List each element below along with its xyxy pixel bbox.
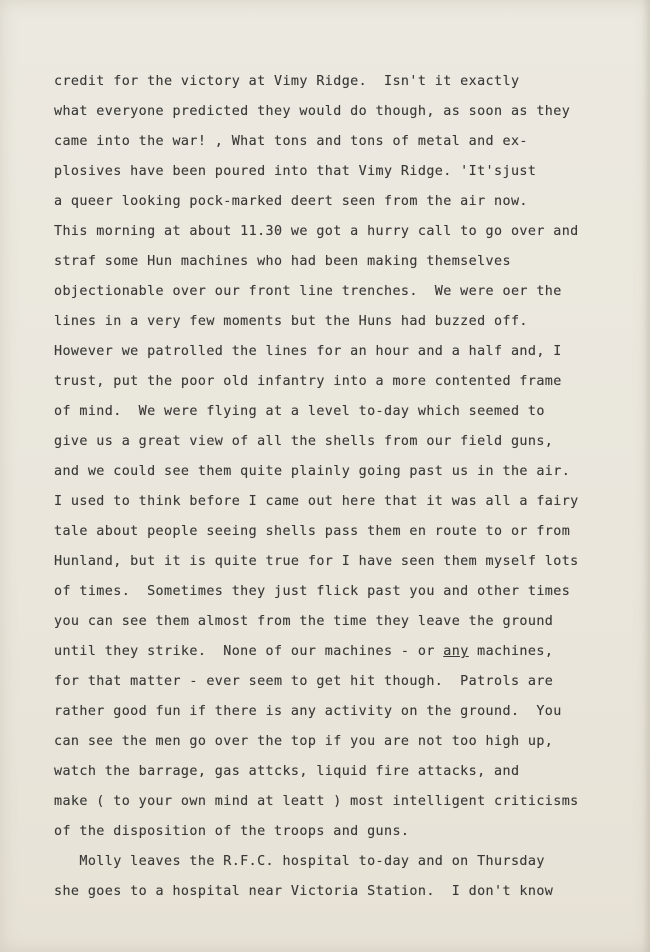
text-line-11: trust, put the poor old infantry into a more contented frame [54,374,562,389]
underlined-word: any [443,644,469,659]
text-line-7: straf some Hun machines who had been making themselves [54,254,511,269]
text-line-6: This morning at about 11.30 we got a hurry call to go over and [54,224,579,239]
text-line-20 [54,644,553,659]
text-line-8: objectionable over our front line trenches. We were oer the [54,284,562,299]
text-line-4: plosives have been poured into that Vimy Ridge. 'It'sjust [54,164,537,179]
text-line-28: she goes to a hospital near Victoria Station. I don't know [54,884,554,899]
text-line-16: tale about people seeing shells pass them en route to or from [54,524,571,539]
text-line-19: you can see them almost from the time they leave the ground [54,614,554,629]
text-line-2: what everyone predicted they would do though, as soon as they [54,104,571,119]
text-line-3: came into the war! , What tons and tons of metal and ex- [54,134,528,149]
text-line-23: can see the men go over the top if you are not too high up, [54,734,554,749]
text-line-20-end: machines, [468,644,554,659]
text-line-22: rather good fun if there is any activity on the ground. You [54,704,562,719]
text-line-27: Molly leaves the R.F.C. hospital to-day and on Thursday [54,854,545,869]
text-line-21: for that matter - ever seem to get hit though. Patrols are [54,674,554,689]
text-line-13: give us a great view of all the shells from our field guns, [54,434,554,449]
text-line-5: a queer looking pock-marked deert seen from the air now. [54,194,528,209]
text-line-25: make ( to your own mind at leatt ) most intelligent criticisms [54,794,579,809]
text-line-14: and we could see them quite plainly going past us in the air. [54,464,571,479]
page-edge-shadow [642,0,650,952]
text-line-15: I used to think before I came out here that it was all a fairy [54,494,579,509]
text-line-18: of times. Sometimes they just flick past you and other times [54,584,571,599]
text-line-20-start: until they strike. None of our machines - or [54,644,435,659]
text-line-1: credit for the victory at Vimy Ridge. Isn't it exactly [54,74,520,89]
text-line-17: Hunland, but it is quite true for I have seen them myself lots [54,554,579,569]
text-line-10: However we patrolled the lines for an hour and a half and, I [54,344,562,359]
text-line-24: watch the barrage, gas attcks, liquid fire attacks, and [54,764,520,779]
text-line-9: lines in a very few moments but the Huns had buzzed off. [54,314,528,329]
text-line-12: of mind. We were flying at a level to-day which seemed to [54,404,545,419]
text-line-26: of the disposition of the troops and guns. [54,824,410,839]
